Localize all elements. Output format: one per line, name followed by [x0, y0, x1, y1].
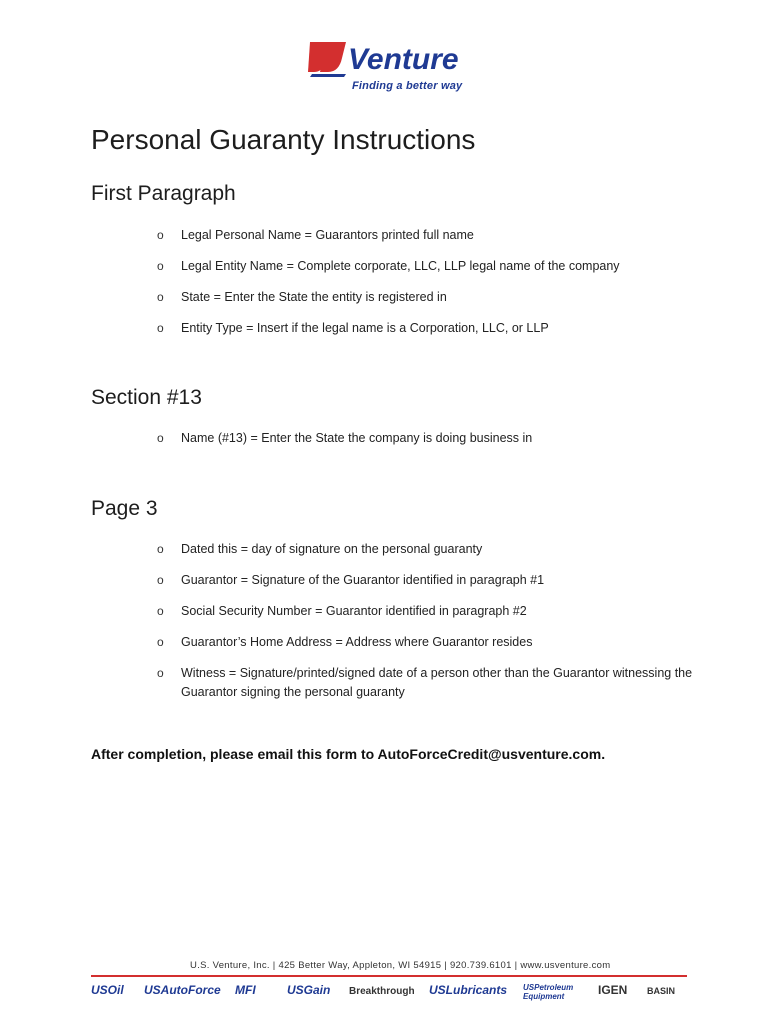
brand-logo-uspetroleum-equipment: USPetroleum Equipment: [523, 983, 574, 1001]
brand-logo-igen: IGEN: [598, 983, 628, 997]
list-item: o Guarantor’s Home Address = Address where Guarantor resides: [157, 633, 697, 652]
bullet-icon: o: [157, 431, 164, 445]
list-item: o Legal Personal Name = Guarantors printed full name: [157, 226, 697, 245]
bullet-icon: o: [157, 573, 164, 587]
section-13-list: [157, 429, 697, 448]
footer-address: U.S. Venture, Inc. | 425 Better Way, Appleton, WI 54915 | 920.739.6101 | www.usventure.com: [190, 960, 611, 971]
footer-divider: [91, 975, 687, 977]
page-3-list: [157, 540, 697, 702]
logo-tagline: Finding a better way: [352, 80, 463, 92]
bullet-icon: o: [157, 635, 164, 649]
brand-logo-breakthrough: Breakthrough: [349, 986, 415, 997]
list-item: o State = Enter the State the entity is registered in: [157, 288, 697, 307]
list-item: o Guarantor = Signature of the Guarantor identified in paragraph #1: [157, 571, 697, 590]
list-item: o Dated this = day of signature on the personal guaranty: [157, 540, 697, 559]
list-item: o Entity Type = Insert if the legal name is a Corporation, LLC, or LLP: [157, 319, 697, 338]
bullet-icon: o: [157, 259, 164, 273]
bullet-icon: o: [157, 228, 164, 242]
closing-instruction: After completion, please email this form to AutoForceCredit@usventure.com.: [91, 746, 606, 762]
bullet-icon: o: [157, 290, 164, 304]
brand-logo-strip: [91, 983, 687, 1005]
section-heading-page-3: Page 3: [91, 497, 158, 520]
usventure-logo-mark: [306, 36, 466, 78]
list-item: o Legal Entity Name = Complete corporate, LLC, LLP legal name of the company: [157, 257, 697, 276]
list-item: o Witness = Signature/printed/signed date of a person other than the Guarantor witnessing the Guarantor signing the personal guaranty: [157, 666, 693, 699]
svg-text:Venture: Venture: [348, 43, 459, 76]
list-item: o Social Security Number = Guarantor identified in paragraph #2: [157, 602, 697, 621]
list-item: o Name (#13) = Enter the State the company is doing business in: [157, 429, 697, 448]
first-paragraph-list: [157, 226, 697, 338]
section-heading-first-paragraph: First Paragraph: [91, 182, 236, 205]
bullet-icon: o: [157, 542, 164, 556]
bullet-icon: o: [157, 666, 164, 680]
brand-logo-usautoforce: USAutoForce: [144, 983, 221, 997]
brand-logo-usgain: USGain: [287, 983, 331, 997]
brand-logo-basin: BASIN: [647, 986, 676, 996]
brand-logo-mfi: MFI: [235, 983, 256, 997]
bullet-icon: o: [157, 321, 164, 335]
brand-logo-uslubricants: USLubricants: [429, 983, 508, 997]
section-heading-section-13: Section #13: [91, 386, 202, 409]
brand-logo-usoil: USOil: [91, 983, 124, 997]
page-title: Personal Guaranty Instructions: [91, 124, 476, 155]
bullet-icon: o: [157, 604, 164, 618]
